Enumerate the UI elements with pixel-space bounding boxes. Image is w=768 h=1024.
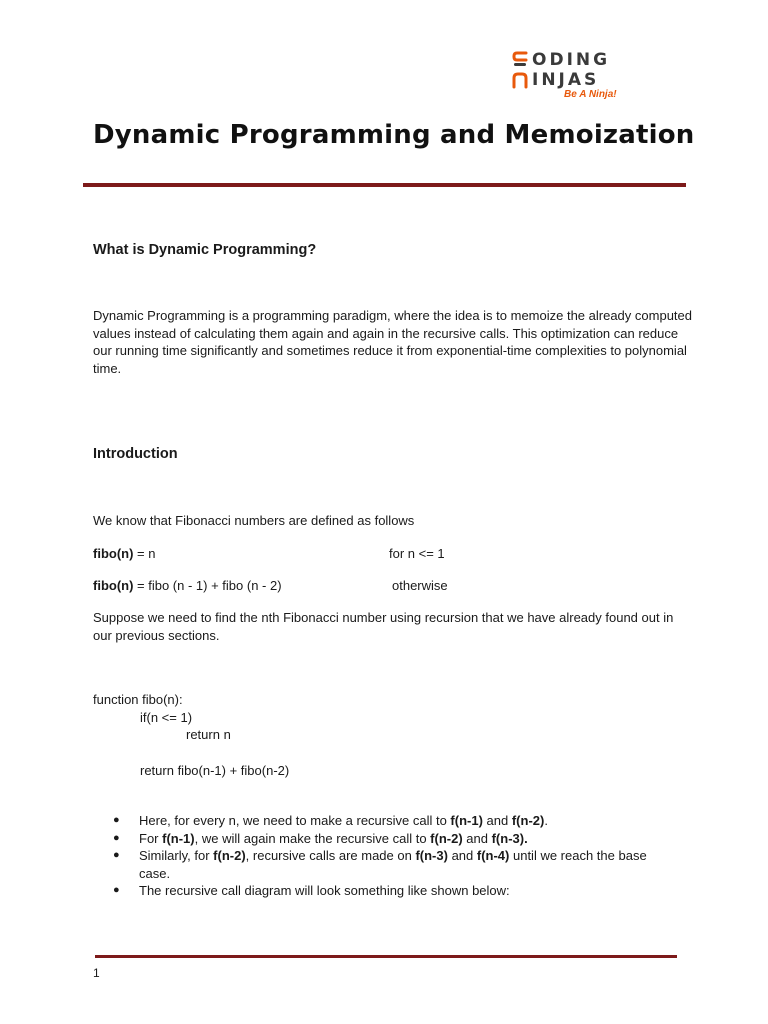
bullet-text: , we will again make the recursive call to [194,830,431,846]
bullet-marker: ● [113,814,120,826]
logo-row-coding [512,50,610,70]
paragraph-fibonacci-lead: We know that Fibonacci numbers are defined as follows [93,513,415,528]
bullet-bold: f(n-3). [491,830,528,846]
bullet-text: The recursive call diagram will look something like shown below: [139,883,510,898]
list-item [113,812,673,830]
list-item [113,830,673,848]
heading-what-is-dp: What is Dynamic Programming? [93,242,317,258]
list-item [113,882,673,900]
bullet-bold: f(n-2) [511,813,545,828]
code-line-if: if(n <= 1) [140,710,193,725]
fibo-term: fibo(n) [93,578,134,593]
fibo-expression: = n [133,546,156,561]
fibo-term: fibo(n) [93,546,134,561]
page-title: Dynamic Programming and Memoization [93,120,695,150]
bullet-bold: f(n-4) [476,848,510,863]
bullet-text: Similarly, for [139,848,214,863]
logo-tagline: Be A Ninja! [564,89,617,100]
fibo-condition-otherwise: otherwise [392,578,448,593]
page-number: 1 [93,966,100,980]
coding-ninjas-logo [512,50,630,106]
bullet-text: , recursive calls are made on [245,848,416,863]
bullet-text: . [544,813,548,828]
fibo-condition-base: for n <= 1 [389,546,445,561]
logo-c-mark-icon [512,51,528,69]
code-line-return-n: return n [186,727,231,742]
bullet-bold: f(n-2) [213,848,246,863]
bullet-text: and [462,830,492,846]
bullet-text: For [139,830,163,846]
title-divider [83,183,686,187]
bullet-bold: f(n-1) [450,813,483,828]
logo-n-mark-icon [512,71,528,89]
fibo-definition-base [93,545,155,562]
bullet-bold: f(n-2) [430,830,463,846]
bullet-text: Here, for every n, we need to make a recursive call to [139,813,451,828]
bullet-text: and [447,848,477,863]
fibo-definition-recursive [93,577,282,594]
paragraph-dp-definition: Dynamic Programming is a programming paradigm, where the idea is to memoize the already computed values instead of calculating them again and again in the recursive calls. This optimization can reduce our running time significantly and sometimes reduce it from exponential-time complexities to polynomial time. [93,308,692,376]
code-line-return-sum: return fibo(n-1) + fibo(n-2) [140,763,290,778]
bullet-text: and [482,813,512,828]
bullet-text: until we reach the base case. [139,848,647,881]
bullet-bold: f(n-3) [415,848,448,863]
fibo-expression: = fibo (n - 1) + fibo (n - 2) [133,578,282,593]
recursion-bullet-list [113,812,673,900]
bullet-marker: ● [113,831,120,844]
footer-divider [95,955,677,958]
code-line-function: function fibo(n): [93,692,183,707]
logo-row-ninjas [512,70,599,90]
bullet-marker: ● [113,884,120,896]
bullet-bold: f(n-1) [162,830,195,846]
heading-introduction: Introduction [93,446,178,462]
logo-word-coding: ODING [532,50,611,70]
logo-word-ninjas: INJAS [532,70,600,90]
list-item [113,847,673,882]
bullet-marker: ● [113,849,120,861]
paragraph-suppose: Suppose we need to find the nth Fibonacci number using recursion that we have already found out in our previous sections. [93,610,674,643]
